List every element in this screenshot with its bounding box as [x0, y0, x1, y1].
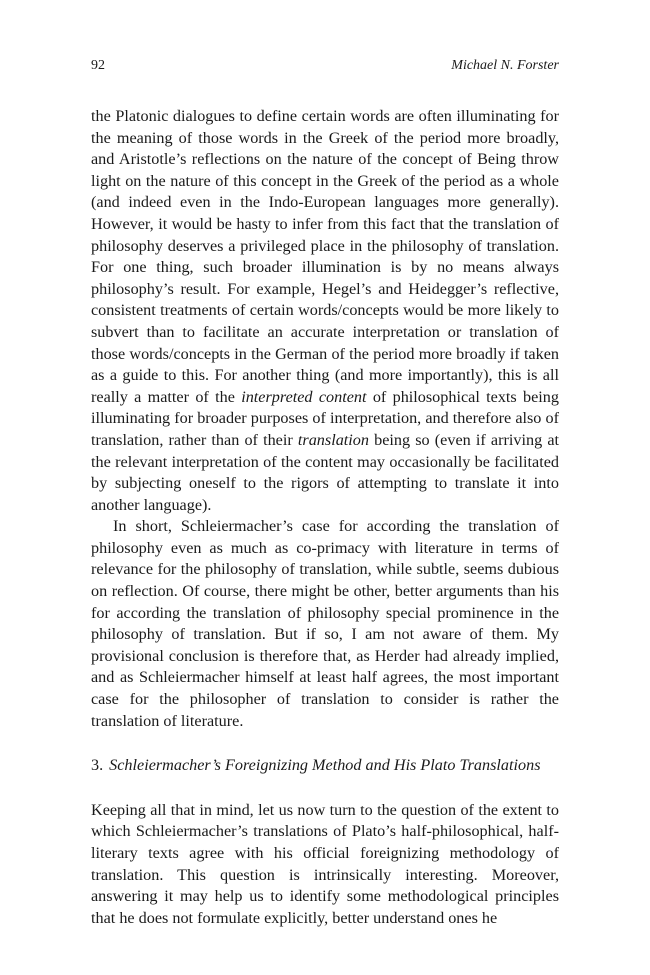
paragraph	[91, 800, 559, 930]
paragraph	[91, 106, 559, 516]
italic-emphasis: interpreted content	[241, 387, 367, 406]
text-run: of philosophical texts being illuminating for broader purposes of interpretation, and therefore also of translation, rather than of their	[91, 387, 559, 449]
section-title: Schleiermacher’s Foreignizing Method and His Plato Translations	[109, 756, 541, 775]
section-number: 3.	[91, 756, 104, 775]
running-header	[91, 58, 559, 78]
italic-emphasis: translation	[297, 430, 369, 449]
text-run: the Platonic dialogues to define certain words are often illuminating for the meaning of those words in the Greek of the period more broadly, and Aristotle’s reflections on the nature of the concept of Being throw light on the nature of this concept in the Greek of the period as a whole (and indeed even in the Indo-European languages more generally). However, it would be hasty to infer from this fact that the translation of philosophy deserves a privileged place in the philosophy of translation. For one thing, such broader illumination is by no means always philosophy’s result. For example, Hegel’s and Heidegger’s reflective, consistent treatments of certain words/concepts would be more likely to subvert than to facilitate an accurate interpretation or translation of those words/concepts in the German of the period more broadly if taken as a guide to this. For another thing (and more importantly), this is all really a matter of the	[91, 107, 559, 406]
body-text	[91, 106, 559, 929]
text-run: Keeping all that in mind, let us now turn to the question of the extent to which Schleiermacher’s translations of Plato’s half-philosophical, half-literary texts agree with his official foreignizing methodology of translation. This question is intrinsically interesting. Moreover, answering it may help us to identify some methodological principles that he does not formulate explicitly, better understand ones he	[91, 800, 559, 927]
paragraphs-before-section	[91, 106, 559, 732]
text-run: In short, Schleiermacher’s case for according the translation of philosophy even as much as co-primacy with literature in terms of relevance for the philosophy of translation, while subtle, seems dubious on reflection. Of course, there might be other, better arguments than his for according the translation of philosophy special prominence in the philosophy of translation. But if so, I am not aware of them. My provisional conclusion is therefore that, as Herder had already implied, and as Schleiermacher himself at least half agrees, the most important case for the philosopher of translation to consider is rather the translation of literature.	[91, 517, 559, 730]
section-heading	[91, 755, 559, 777]
paragraph	[91, 516, 559, 732]
page-number: 92	[91, 58, 105, 73]
paragraphs-after-section	[91, 800, 559, 930]
text-run: being so (even if arriving at the relevant interpretation of the content may occasionally be facilitated by subjecting oneself to the rigors of attempting to translate it into another language).	[91, 430, 559, 514]
running-author: Michael N. Forster	[451, 58, 559, 73]
